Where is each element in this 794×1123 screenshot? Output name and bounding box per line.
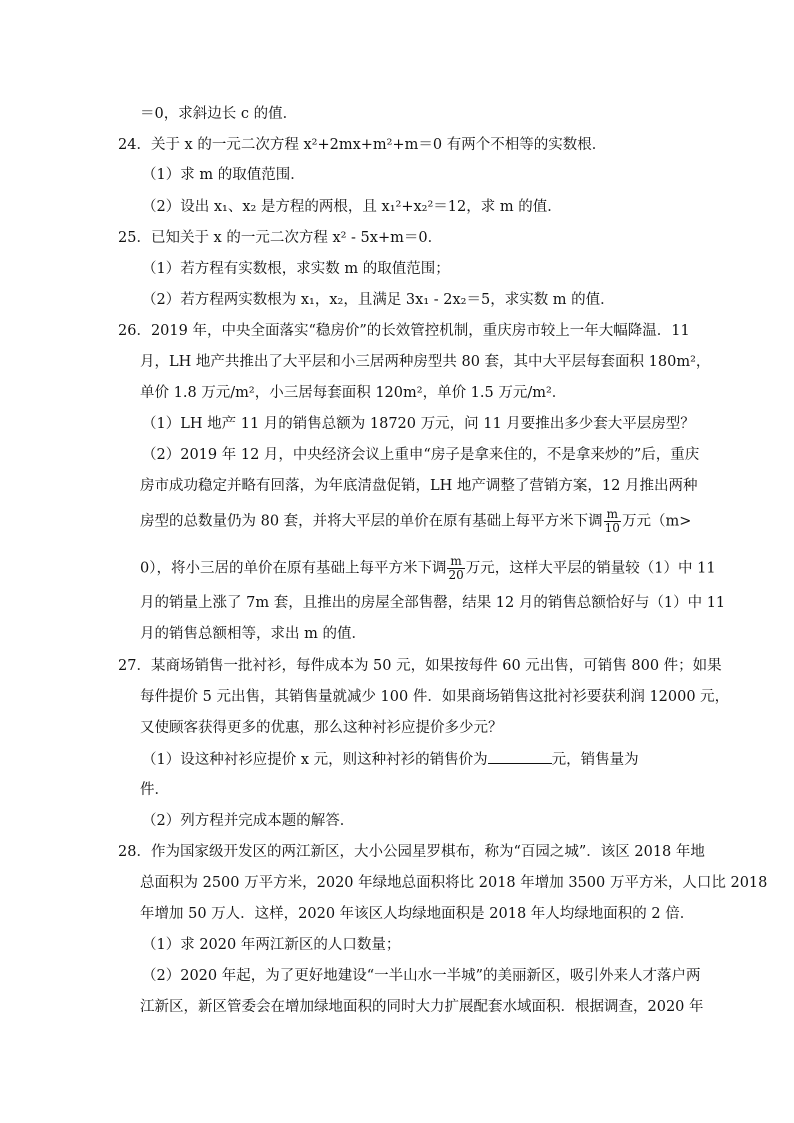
question-26-line-1: 26．2019 年，中央全面落实“稳房价”的长效管控机制，重庆房市较上一年大幅降温．11 xyxy=(118,323,690,339)
question-28-part-1: （1）求 2020 年两江新区的人口数量； xyxy=(142,937,401,953)
fraction-denominator: 10 xyxy=(604,521,620,535)
question-26-part-2-line-2: 房市成功稳定并略有回落，为年底清盘促销，LH 地产调整了营销方案，12 月推出两种 xyxy=(140,478,698,494)
question-27-line-3: 又使顾客获得更多的优惠，那么这种衬衫应提价多少元？ xyxy=(140,720,503,736)
question-27-line-2: 每件提价 5 元出售，其销售量就减少 100 件．如果商场销售这批衬衫要获利润 12000 元， xyxy=(140,689,730,705)
fraction xyxy=(604,508,621,535)
question-28-line-1: 28．作为国家级开发区的两江新区，大小公园星罗棋布，称为“百园之城”．该区 2018 年地 xyxy=(118,844,705,860)
question-27-line-1: 27．某商场销售一批衬衫，每件成本为 50 元，如果按每件 60 元出售，可销售 800 件；如果 xyxy=(118,658,722,674)
text-segment: 万元（m> xyxy=(621,513,692,530)
question-27-part-1-cont: 件． xyxy=(140,782,169,798)
fraction-numerator: m xyxy=(604,508,621,522)
question-26-line-3: 单价 1.8 万元/m²，小三居每套面积 120m²，单价 1.5 万元/m²． xyxy=(140,385,567,401)
text-segment: 0），将小三居的单价在原有基础上每平方米下调 xyxy=(140,560,447,577)
question-28-line-3: 年增加 50 万人．这样，2020 年该区人均绿地面积是 2018 年人均绿地面积的 2 倍． xyxy=(140,906,695,922)
text-segment: 房型的总数量仍为 80 套，并将大平层的单价在原有基础上每平方米下调 xyxy=(140,513,603,530)
question-26-part-2-line-5: 月的销量上涨了 7m 套，且推出的房屋全部售罄，结果 12 月的销售总额恰好与（1）中 11 xyxy=(140,595,726,611)
question-26-part-1: （1）LH 地产 11 月的销售总额为 18720 万元，问 11 月要推出多少套大平层房型？ xyxy=(142,416,695,432)
question-26-part-2-line-6: 月的销售总额相等，求出 m 的值． xyxy=(140,626,366,642)
fraction-denominator: 20 xyxy=(448,568,464,582)
fraction xyxy=(447,555,464,582)
question-28-part-2-line-1: （2）2020 年起，为了更好地建设“一半山水一半城”的美丽新区，吸引外来人才落户两 xyxy=(142,968,701,984)
question-26-part-2-line-3 xyxy=(140,508,691,535)
fraction-numerator: m xyxy=(447,555,464,569)
question-25: 25．已知关于 x 的一元二次方程 x² - 5x+m＝0． xyxy=(118,230,443,246)
text-segment: 元，销售量为 xyxy=(551,752,639,768)
question-27-part-2: （2）列方程并完成本题的解答． xyxy=(142,813,355,829)
question-26-part-2-line-1: （2）2019 年 12 月，中央经济会议上重申“房子是拿来住的，不是拿来炒的”后，重庆 xyxy=(142,447,700,463)
text-segment: 万元，这样大平层的销量较（1）中 11 xyxy=(465,560,716,577)
answer-blank xyxy=(488,749,552,764)
question-26-line-2: 月，LH 地产共推出了大平层和小三居两种房型共 80 套，其中大平层每套面积 180m²， xyxy=(140,354,711,370)
question-25-part-2: （2）若方程两实数根为 x₁，x₂，且满足 3x₁ - 2x₂＝5，求实数 m 的值． xyxy=(142,292,615,308)
question-25-part-1: （1）若方程有实数根，求实数 m 的取值范围； xyxy=(142,261,450,277)
text-segment: （1）设这种衬衫应提价 x 元，则这种衬衫的销售价为 xyxy=(142,752,488,768)
question-28-line-2: 总面积为 2500 万平方米，2020 年绿地总面积将比 2018 年增加 3500 万平方米，人口比 2018 xyxy=(140,875,768,891)
question-24: 24．关于 x 的一元二次方程 x²+2mx+m²+m＝0 有两个不相等的实数根． xyxy=(118,137,607,153)
question-26-part-2-line-4 xyxy=(140,555,716,582)
text-line: ＝0，求斜边长 c 的值． xyxy=(140,106,298,122)
question-24-part-2: （2）设出 x₁、x₂ 是方程的两根，且 x₁²+x₂²＝12，求 m 的值． xyxy=(142,199,562,215)
question-27-part-1 xyxy=(142,749,639,770)
question-24-part-1: （1）求 m 的取值范围． xyxy=(142,167,305,183)
question-28-part-2-line-2: 江新区，新区管委会在增加绿地面积的同时大力扩展配套水域面积．根据调查，2020 年 xyxy=(140,999,704,1015)
